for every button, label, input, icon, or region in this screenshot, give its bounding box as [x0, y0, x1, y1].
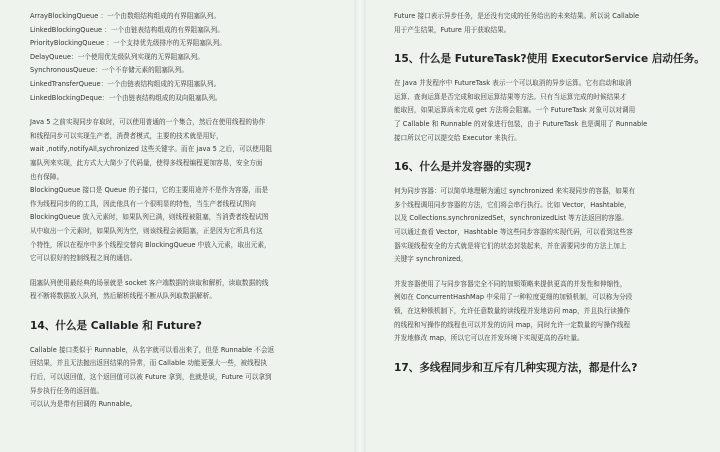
- text-line: 何为同步容器：可以简单地理解为通过 synchronized 来实现同步的容器，如果有: [394, 187, 636, 196]
- queue-item: PriorityBlockingQueue ：一个支持优先级排序的无界阻塞队列。: [30, 39, 226, 48]
- text-line: 行后，可以返回值，这个返回值可以被 Future 拿到，也就是说，Future 可以拿到: [30, 373, 272, 382]
- text-line: 可以认为是带有回调的 Runnable。: [30, 400, 137, 409]
- text-line: 并发地修改 map，所以它可以在并发环境下实现更高的吞吐量。: [394, 334, 584, 343]
- text-line: 程不断将数据放入队列，然后解析线程不断从队列取数据解析。: [30, 292, 217, 301]
- paragraph-futuretask: [394, 77, 706, 145]
- spacer: [394, 175, 706, 185]
- queue-item: LinkedTransferQueue：一个由链表结构组成的无界阻塞队列。: [30, 79, 221, 88]
- text-line: BlockingQueue 放入元素时，如果队列已满，则线程被阻塞，当消费者线程试图: [30, 213, 269, 222]
- heading-17: 17、多线程同步和互斥有几种实现方法，都是什么?: [394, 361, 638, 374]
- text-line: 运算、查询运算是否完成和取回运算结果等方法。只有当运算完成的时候结果才: [394, 92, 627, 101]
- paragraph-callable: [30, 344, 340, 412]
- spacer: [394, 37, 706, 51]
- text-line: wait ,notify,notifyAll,sychronized 这些关键字。而在 java 5 之后，可以使用阻: [30, 145, 273, 154]
- heading-14: 14、什么是 Callable 和 Future?: [30, 319, 202, 332]
- text-line: Callable 接口类似于 Runnable，从名字就可以看出来了，但是 Runnable 不会返: [30, 345, 275, 354]
- text-line: 了 Callable 和 Runnable 的对象进行包装，由于 FutureTask 也是调用了 Runnable: [394, 119, 648, 128]
- text-line: Future 接口表示异步任务，是还没有完成的任务给出的未来结果。所以说 Callable: [394, 12, 640, 20]
- text-line: Java 5 之前实现同步存取时，可以使用普通的一个集合，然后在使用线程的协作: [30, 118, 266, 127]
- spacer: [30, 105, 340, 116]
- text-line: 例如在 ConcurrentHashMap 中采用了一种粒度更细的加锁机制，可以称为分段: [394, 293, 633, 302]
- paragraph-sync-container: [394, 185, 706, 267]
- text-line: 关键字 synchronized。: [394, 255, 467, 264]
- text-line: 的线程和写操作的线程也可以并发的访问 map，同时允许一定数量的写操作线程: [394, 320, 631, 329]
- text-line: 从中取出一个元素时，如果队列为空，则该线程会被阻塞，正是因为它所具有这: [30, 226, 263, 235]
- queue-item: ArrayBlockingQueue ：一个由数组结构组成的有界阻塞队列。: [30, 12, 221, 20]
- text-line: 多个线程调用同步容器的方法，它们将会串行执行。比如 Vector，Hashtable，: [394, 200, 631, 209]
- text-line: 用于产生结果，Future 用于获取结果。: [394, 25, 511, 34]
- text-line: 在 Java 并发程序中 FutureTask 表示一个可以取消的异步运算。它有启动和取消: [394, 79, 632, 88]
- text-line: 回结果，并且无法抛出返回结果的异常，而 Callable 功能更强大一些，被线程执: [30, 359, 268, 368]
- spacer: [30, 266, 340, 277]
- book-gutter: [354, 0, 366, 452]
- text-line: 可以通过查看 Vector，Hashtable 等这些同步容器的实现代码，可以看到这些容: [394, 227, 633, 236]
- paragraph-socket: [30, 277, 340, 304]
- paragraph-java5: [30, 116, 340, 184]
- text-line: 以及 Collections.synchronizedSet，synchronizedList 等方法返回的容器。: [394, 214, 628, 223]
- text-line: 能取回，如果运算尚未完成 get 方法将会阻塞。一个 FutureTask 对象可以对调用: [394, 106, 636, 115]
- spacer: [394, 67, 706, 77]
- spacer: [394, 346, 706, 360]
- text-line: 个特性，所以在程序中多个线程交替向 BlockingQueue 中放入元素，取出元素，: [30, 240, 271, 249]
- text-line: 塞队列来实现，此方式大大简少了代码量，使得多线程编程更加容易，安全方面: [30, 158, 263, 167]
- queue-item: LinkedBlockingDeque：一个由链表结构组成的双向阻塞队列。: [30, 93, 222, 102]
- text-line: 接口所以它可以提交给 Executor 来执行。: [394, 133, 521, 142]
- spacer: [394, 267, 706, 278]
- spacer: [30, 304, 340, 318]
- paragraph-blockingqueue: [30, 184, 340, 266]
- text-line: 阻塞队列使用最经典的场景就是 socket 客户端数据的读取和解析，读取数据的线: [30, 278, 269, 287]
- text-line: 器实现线程安全的方式就是将它们的状态封装起来，并在需要同步的方法上加上: [394, 241, 627, 250]
- heading-16: 16、什么是并发容器的实现?: [394, 161, 532, 174]
- queue-item: LinkedBlockingQueue ：一个由链表结构组成的有界阻塞队列。: [30, 25, 224, 34]
- text-line: 锁，在这种锁机制下，允许任意数量的读线程并发地访问 map，并且执行读操作: [394, 306, 631, 315]
- text-line: BlockingQueue 接口是 Queue 的子接口，它的主要用途并不是作为容器，而是: [30, 186, 269, 195]
- text-line: 和线程同步可以实现生产者，消费者模式，主要的技术就是用好，: [30, 131, 223, 140]
- text-line: 异步执行任务的返回值。: [30, 386, 104, 395]
- queue-item: SynchronousQueue：一个不存储元素的阻塞队列。: [30, 66, 188, 75]
- text-line: 它可以很好的控制线程之间的通信。: [30, 254, 137, 263]
- spacer: [30, 334, 340, 344]
- text-line: 并发容器使用了与同步容器完全不同的加锁策略来提供更高的并发性和伸缩性，: [394, 279, 627, 288]
- queue-item: DelayQueue：一个使用优先级队列实现的无界阻塞队列。: [30, 52, 204, 61]
- paragraph-future: [394, 10, 706, 37]
- spacer: [394, 145, 706, 159]
- heading-15: 15、什么是 FutureTask?使用 ExecutorService 启动任务。: [394, 53, 705, 66]
- paragraph-concurrent-container: [394, 278, 706, 346]
- queue-list: [30, 10, 340, 105]
- right-page: [366, 0, 720, 452]
- text-line: 作为线程同步的的工具，因此他具有一个很明显的特性，当生产者线程试图向: [30, 199, 256, 208]
- left-page: [0, 0, 354, 452]
- text-line: 也有保障。: [30, 172, 64, 181]
